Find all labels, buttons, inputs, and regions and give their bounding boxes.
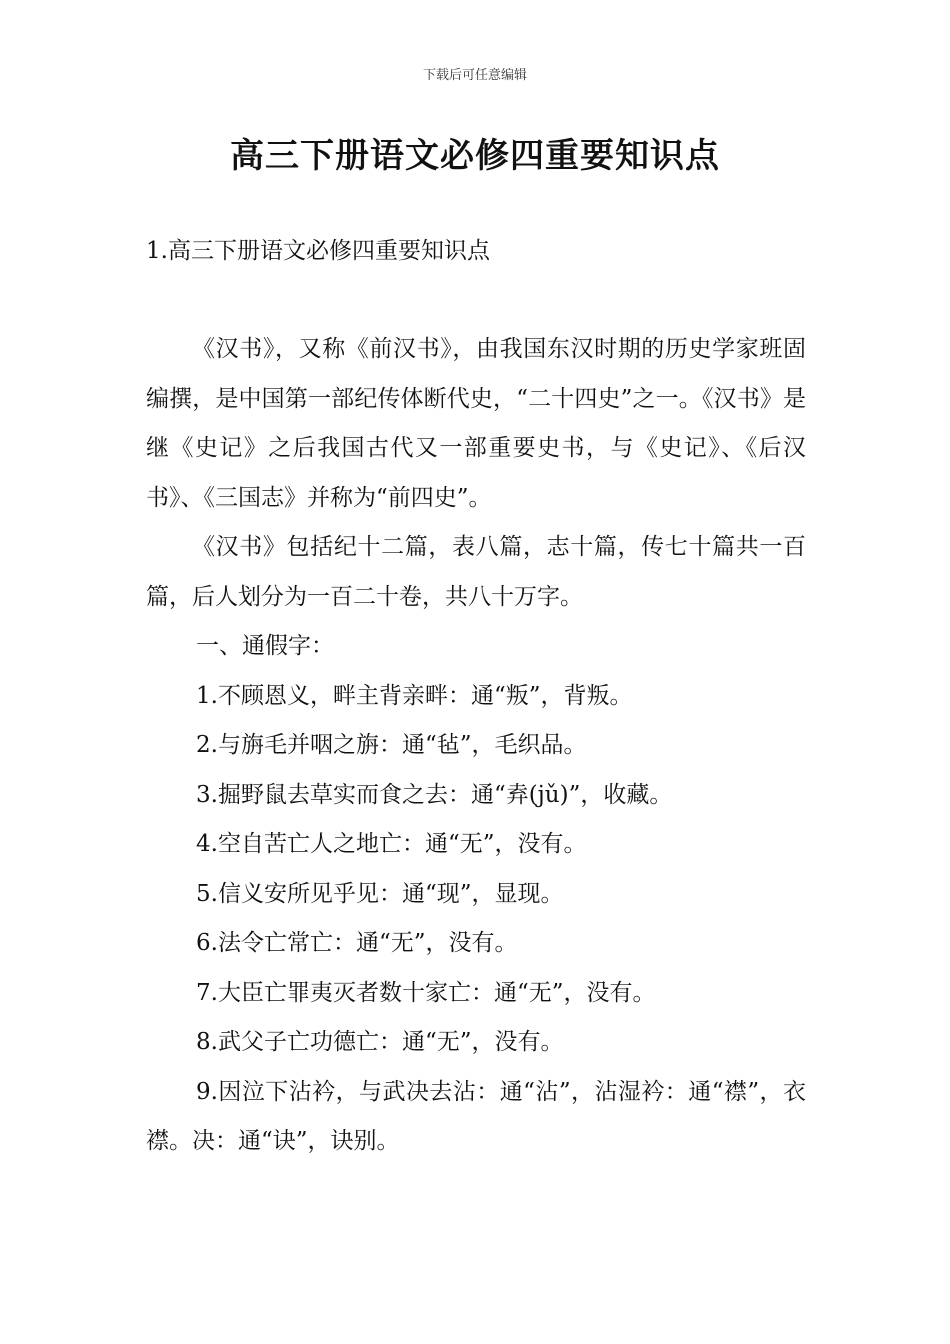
list-item: 3.掘野鼠去草实而食之去：通“弆(jǔ)”，收藏。 (196, 781, 673, 808)
list-item: 4.空自苦亡人之地亡：通“无”，没有。 (196, 831, 587, 857)
list-item: 5.信义安所见乎见：通“现”，显现。 (196, 880, 564, 907)
list-item: 6.法令亡常亡：通“无”，没有。 (196, 930, 518, 956)
list-item: 2.与旃毛并咽之旃：通“毡”，毛织品。 (196, 732, 587, 758)
document-body (146, 325, 806, 1167)
list-item: 9.因泣下沾衿，与武决去沾：通“沾”，沾湿衿：通“襟”，衣襟。决：通“诀”，诀别。 (146, 1078, 806, 1154)
list-item: 7.大臣亡罪夷灭者数十家亡：通“无”，没有。 (196, 979, 656, 1006)
header-note: 下载后可任意编辑 (422, 68, 527, 83)
paragraph-contents: 《汉书》包括纪十二篇，表八篇，志十篇，传七十篇共一百篇，后人划分为一百二十卷，共八十万字。 (146, 534, 806, 610)
list-heading: 一、通假字： (196, 633, 334, 659)
list-item: 1.不顾恩义，畔主背亲畔：通“叛”，背叛。 (196, 682, 633, 709)
document-title: 高三下册语文必修四重要知识点 (230, 136, 720, 176)
section-heading: 1.高三下册语文必修四重要知识点 (146, 238, 490, 264)
paragraph-intro: 《汉书》，又称《前汉书》，由我国东汉时期的历史学家班固编撰，是中国第一部纪传体断代史，“二十四史”之一。《汉书》是继《史记》之后我国古代又一部重要史书，与《史记》、《后汉书》、《三国志》并称为“前四史”。 (146, 336, 806, 511)
list-item: 8.武父子亡功德亡：通“无”，没有。 (196, 1029, 564, 1055)
